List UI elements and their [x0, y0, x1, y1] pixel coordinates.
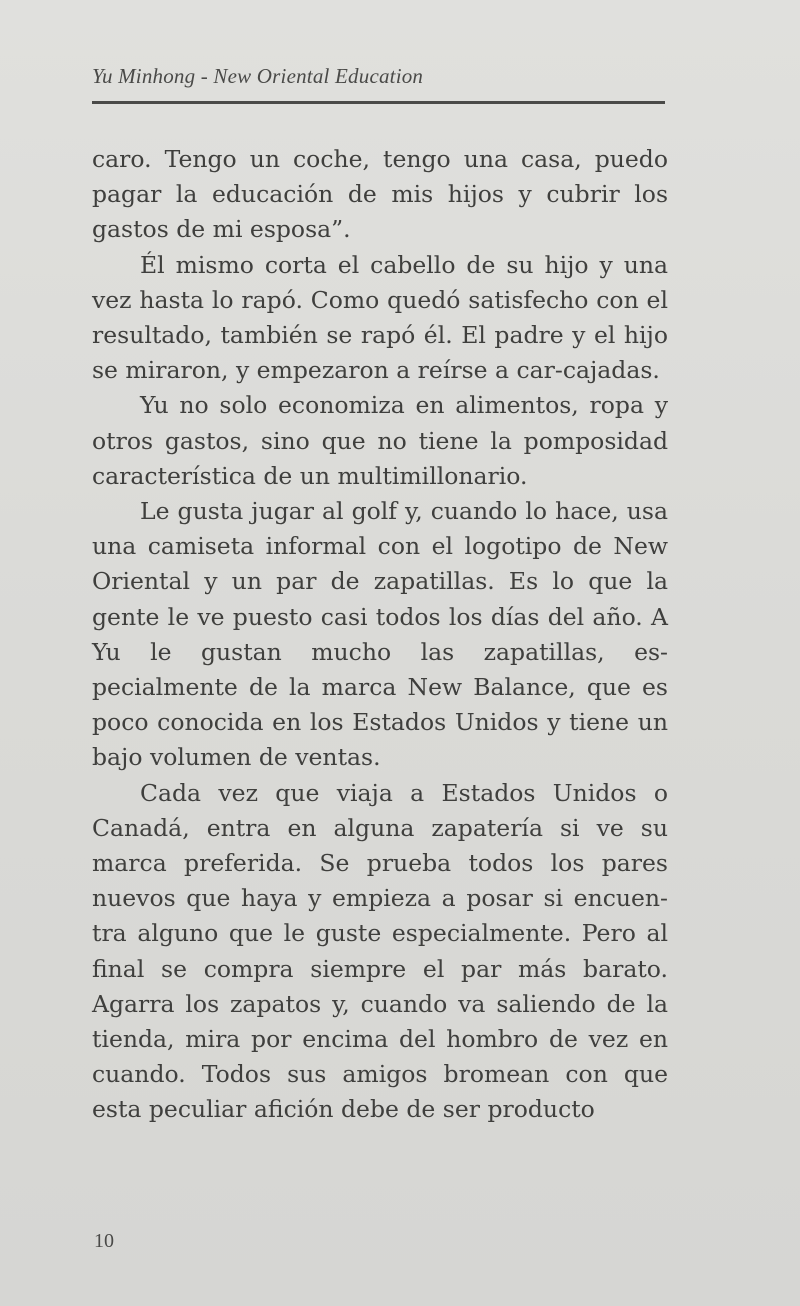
- paragraph-4: Le gusta jugar al golf y, cuando lo hace, usa una camiseta informal con el logotipo de New Oriental y un par de zapatillas. Es lo que la gente le ve puesto casi todos los días del año. A Yu le gustan mucho las zapatillas, es-pecialmente de la marca New Balance, que es poco conocida en los Estados Unidos y tiene un bajo volumen de ventas.: [92, 497, 668, 772]
- paragraph-1: caro. Tengo un coche, tengo una casa, puedo pagar la educación de mis hijos y cubrir los gastos de mi esposa”.: [92, 145, 668, 244]
- header-rule: [92, 101, 665, 104]
- running-header: Yu Minhong - New Oriental Education: [92, 64, 424, 88]
- page-number: 10: [94, 1230, 114, 1252]
- body-text: [92, 142, 668, 1128]
- paragraph-3: Yu no solo economiza en alimentos, ropa y otros gastos, sino que no tiene la pomposidad característica de un multimillonario.: [92, 391, 668, 490]
- paragraph-2: Él mismo corta el cabello de su hijo y una vez hasta lo rapó. Como quedó satisfecho con el resultado, también se rapó él. El padre y el hijo se miraron, y empezaron a reírse a car-cajadas.: [92, 250, 668, 385]
- paragraph-5: Cada vez que viaja a Estados Unidos o Canadá, entra en alguna zapatería si ve su marca preferida. Se prueba todos los pares nuevos que haya y empieza a posar si encuen-tra alguno que le guste especialmente. Pero al final se compra siempre el par más barato. Agarra los zapatos y, cuando va saliendo de la tienda, mira por encima del hombro de vez en cuando. Todos sus amigos bromean con que esta peculiar afición debe de ser producto: [92, 778, 668, 1124]
